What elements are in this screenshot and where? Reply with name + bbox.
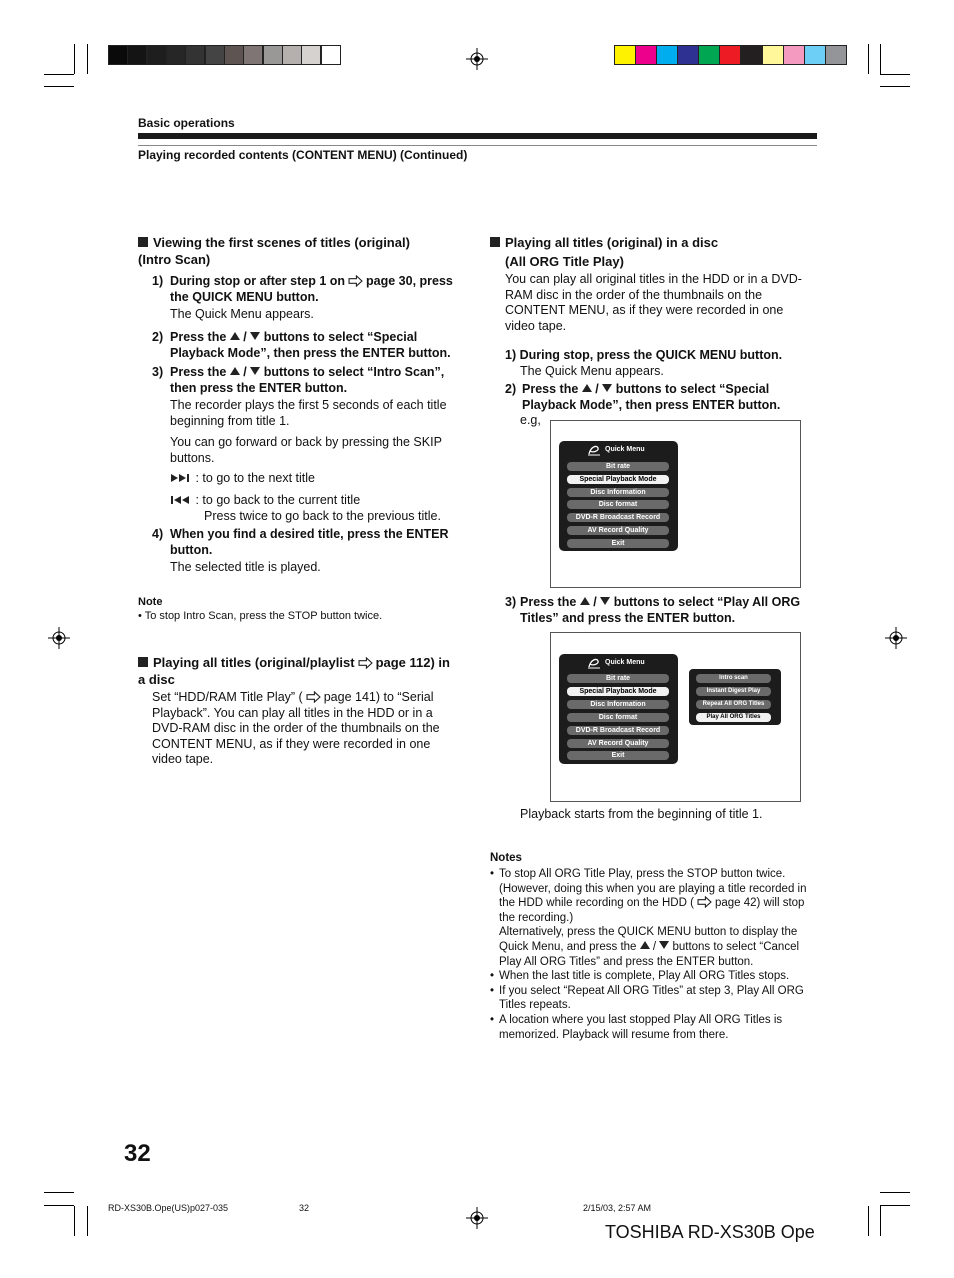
playlist-heading: Playing all titles (original/playlist page 112) in a disc [138,655,450,687]
intro-scan-heading: Viewing the first scenes of titles (original) (Intro Scan) [138,235,410,267]
color-swatch [166,45,186,65]
menu-item-disc-format[interactable]: Disc format [567,713,669,722]
menu-item-av-record-quality[interactable]: AV Record Quality [567,526,669,535]
down-arrow-icon [659,941,669,949]
color-bar [614,45,846,65]
submenu-item-instant-digest-play[interactable]: Instant Digest Play [696,687,771,696]
section-title: Basic operations [138,116,235,130]
menu-item-dvd-r-broadcast-record[interactable]: DVD-R Broadcast Record [567,726,669,735]
all-org-heading: Playing all titles (original) in a disc (All ORG Title Play) [490,234,810,270]
footer-brand: TOSHIBA RD-XS30B Ope [605,1222,815,1242]
notes-list [490,867,815,1042]
footer-page: 32 [299,1203,310,1213]
color-swatch [301,45,321,65]
subsection-title: Playing recorded contents (CONTENT MENU) (Continued) [138,148,468,162]
color-swatch [804,45,826,65]
submenu-item-play-all-org-titles[interactable]: Play All ORG Titles [696,713,771,722]
registration-mark-icon [466,48,488,70]
menu-item-dvd-r-broadcast-record[interactable]: DVD-R Broadcast Record [567,513,669,522]
color-swatch [185,45,205,65]
all-org-intro: You can play all original titles in the HDD or in a DVD-RAM disc in the order of the thumbnails on the CONTENT MENU, as if they were recorded in one video tape. [505,272,802,333]
intro-step-3: 3) Press the / buttons to select “Intro Scan”, then press the ENTER button. The recorder plays the first 5 seconds of each title beginning from title 1. You can go forward or back by pressing the SKIP buttons. [152,365,447,465]
color-swatch [108,45,128,65]
color-swatch [783,45,805,65]
org-step-2: 2) Press the / buttons to select “Special Playback Mode”, then press ENTER button. e.g, [505,382,781,427]
quick-menu-logo-icon [587,657,601,669]
color-swatch [127,45,147,65]
header-thin-rule [138,145,817,146]
page-reference-arrow-icon [358,657,373,669]
menu-item-special-playback-mode[interactable]: Special Playback Mode [567,687,669,696]
color-swatch [656,45,678,65]
color-swatch [321,45,341,65]
note-item: • To stop All ORG Title Play, press the STOP button twice. (However, doing this when you are playing a title recorded in the HDD while recording on the HDD ( page 42) will stop the recording.) Alternatively, press the QUICK MENU button to display the Quick Menu, and press the / buttons to select “Cancel Play All ORG Titles” and press the ENTER button. [490,867,815,969]
color-swatch [614,45,636,65]
heading-square-icon [138,657,148,667]
up-arrow-icon [230,332,240,340]
note-item: • When the last title is complete, Play All ORG Titles stops. [490,969,815,984]
color-swatch [263,45,283,65]
color-swatch [741,45,763,65]
note-item: • A location where you last stopped Play All ORG Titles is memorized. Playback will resume from there. [490,1013,815,1042]
menu-item-av-record-quality[interactable]: AV Record Quality [567,739,669,748]
menu-item-disc-format[interactable]: Disc format [567,500,669,509]
note-item: • If you select “Repeat All ORG Titles” at step 3, Play All ORG Titles repeats. [490,984,815,1013]
menu-item-bit-rate[interactable]: Bit rate [567,462,669,471]
color-swatch [147,45,167,65]
skip-next-icon [170,473,192,483]
gray-scale-bar [108,45,340,65]
org-step-3: 3) Press the / buttons to select “Play All ORG Titles” and press the ENTER button. [505,595,801,625]
down-arrow-icon [250,332,260,340]
menu-item-special-playback-mode[interactable]: Special Playback Mode [567,475,669,484]
color-swatch [825,45,847,65]
playlist-description: Set “HDD/RAM Title Play” ( page 141) to “Serial Playback”. You can play all titles in the HDD or in a DVD-RAM disc in the order of the thumbnails on the CONTENT MENU, as if they were recorded in one video tape. [152,690,440,766]
menu-item-exit[interactable]: Exit [567,539,669,548]
menu-item-exit[interactable]: Exit [567,751,669,760]
menu-item-disc-information[interactable]: Disc Information [567,700,669,709]
page-reference-arrow-icon [348,275,363,287]
menu-item-disc-information[interactable]: Disc Information [567,488,669,497]
footer-date: 2/15/03, 2:57 AM [583,1203,652,1213]
color-swatch [224,45,244,65]
color-swatch [677,45,699,65]
submenu-item-intro-scan[interactable]: Intro scan [696,674,771,683]
up-arrow-icon [582,384,592,392]
quick-menu-title: Quick Menu [605,446,645,453]
registration-mark-icon [48,627,70,649]
page-reference-arrow-icon [306,691,321,703]
playback-starts-text: Playback starts from the beginning of title 1. [520,807,763,821]
submenu-item-repeat-all-org-titles[interactable]: Repeat All ORG Titles [696,700,771,709]
color-swatch [762,45,784,65]
color-swatch [282,45,302,65]
heading-square-icon [490,237,500,247]
skip-previous-icon [170,495,192,505]
up-arrow-icon [640,941,650,949]
footer-file: RD-XS30B.Ope(US)p027-035 [108,1203,229,1213]
notes-title: Notes [490,852,522,864]
intro-step-1: 1) During stop or after step 1 on page 30, press the QUICK MENU button. The Quick Menu appears. [152,274,453,321]
page-number: 32 [124,1140,151,1167]
down-arrow-icon [602,384,612,392]
down-arrow-icon [600,597,610,605]
color-swatch [635,45,657,65]
quick-menu-panel [559,654,678,764]
color-swatch [205,45,225,65]
registration-mark-icon [466,1207,488,1229]
color-swatch [698,45,720,65]
down-arrow-icon [250,367,260,375]
page-reference-arrow-icon [697,896,712,908]
intro-step-2: 2) Press the / buttons to select “Special Playback Mode”, then press the ENTER button. [152,330,451,360]
menu-item-bit-rate[interactable]: Bit rate [567,674,669,683]
quick-menu-panel [559,441,678,551]
skip-prev-line: : to go back to the current title Press twice to go back to the previous title. [170,493,460,524]
intro-step-4: 4) When you find a desired title, press the ENTER button. The selected title is played. [152,527,449,574]
color-swatch [719,45,741,65]
heading-square-icon [138,237,148,247]
skip-next-line: : to go to the next title [170,471,460,487]
org-step-1: 1) During stop, press the QUICK MENU button. The Quick Menu appears. [505,348,783,378]
note-title: Note [138,596,163,608]
up-arrow-icon [230,367,240,375]
header-rule [138,133,817,139]
quick-menu-logo-icon [587,444,601,456]
quick-menu-title: Quick Menu [605,659,645,666]
up-arrow-icon [580,597,590,605]
registration-mark-icon [885,627,907,649]
note-text: • To stop Intro Scan, press the STOP button twice. [138,610,383,622]
color-swatch [243,45,263,65]
special-playback-submenu [689,669,781,725]
